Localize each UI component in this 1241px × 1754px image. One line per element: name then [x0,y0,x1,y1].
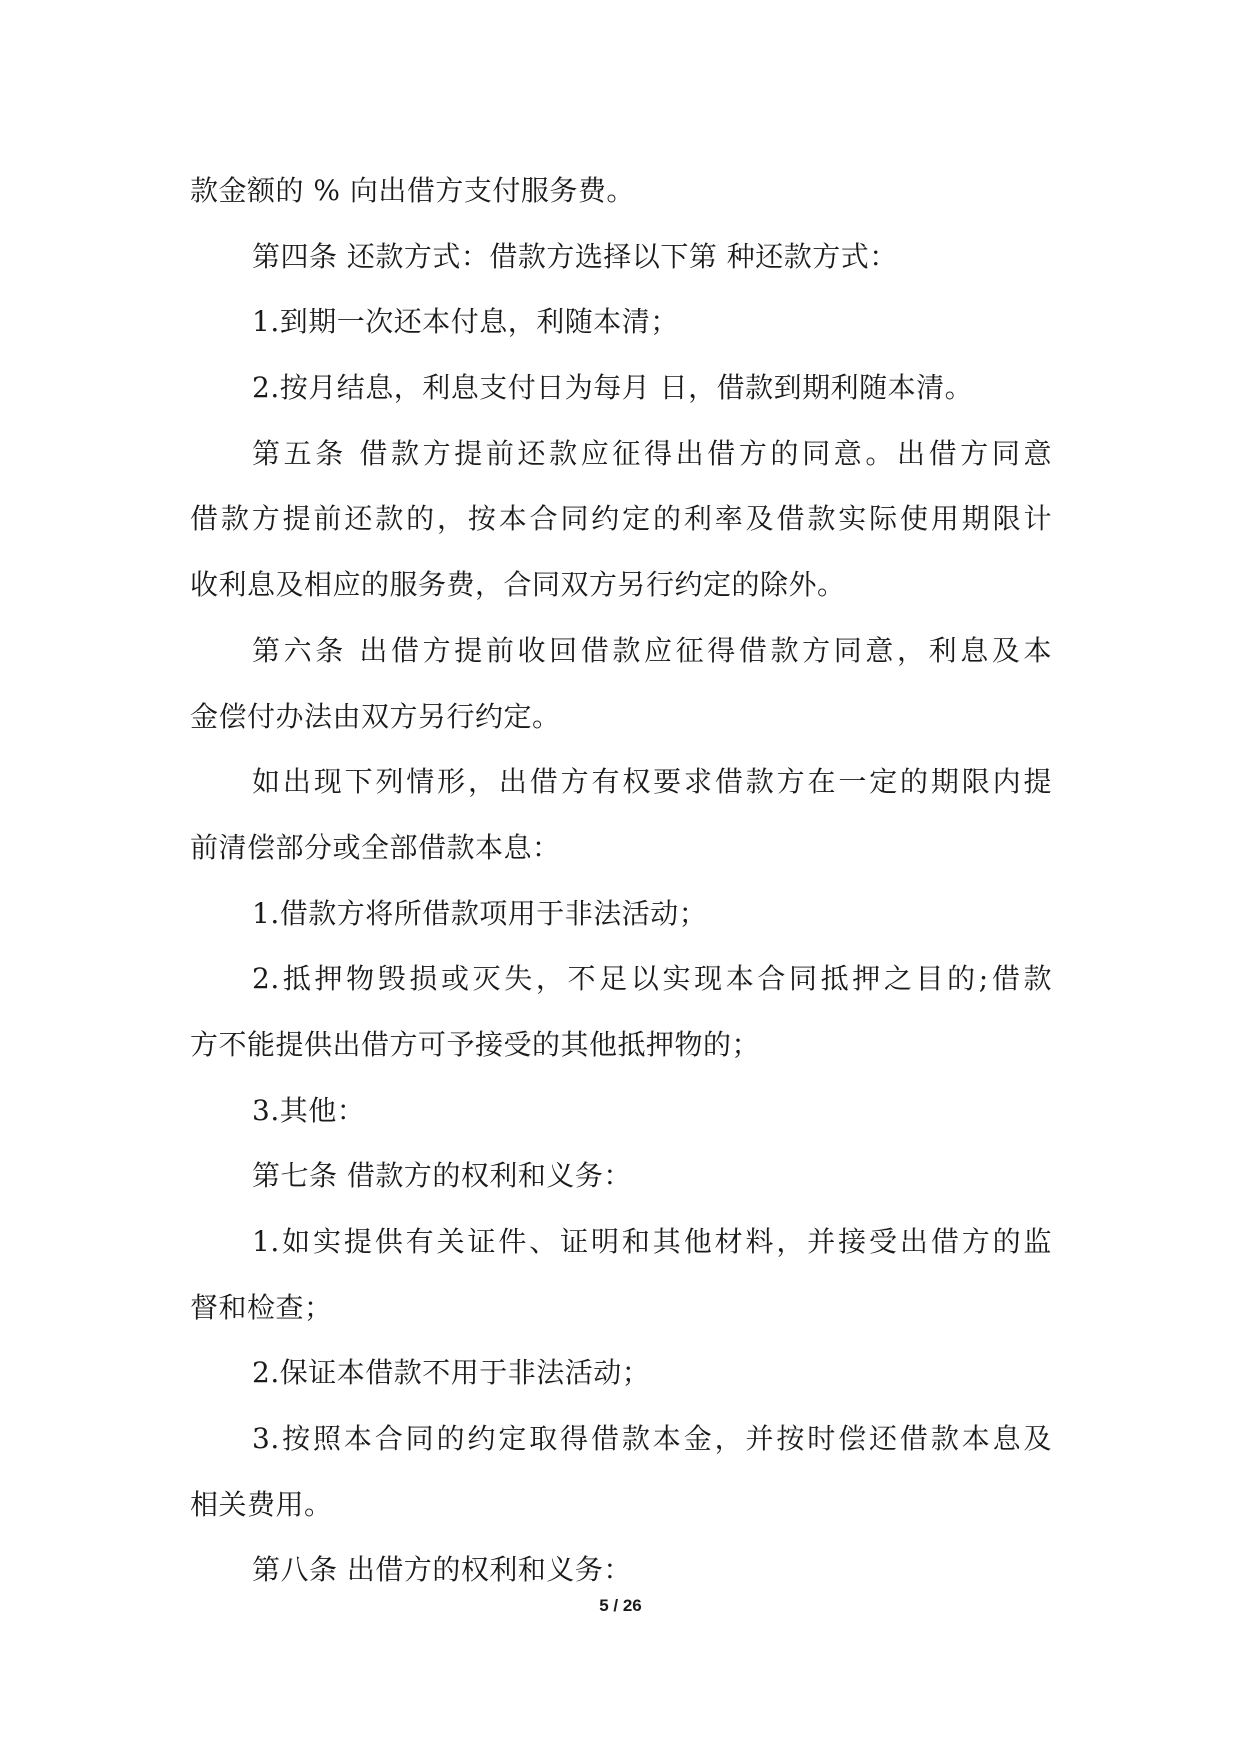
text-line: 方不能提供出借方可予接受的其他抵押物的； [190,1027,761,1061]
list-item: 2.按月结息，利息支付日为每月 日，借款到期利随本清。 [252,371,974,405]
text-line: 前清偿部分或全部借款本息： [190,830,561,864]
clause-7-heading: 第七条 借款方的权利和义务： [252,1159,632,1193]
text-line: 借款方提前还款的，按本合同约定的利率及借款实际使用期限计 [190,502,1052,536]
list-item: 2.保证本借款不用于非法活动； [252,1356,651,1390]
text-line: 款金额的 % 向出借方支付服务费。 [190,174,635,207]
list-item: 1.借款方将所借款项用于非法活动； [252,896,708,930]
list-item: 1.到期一次还本付息，利随本清； [252,305,679,339]
list-item: 3.按照本合同的约定取得借款本金，并按时偿还借款本息及 [252,1422,1052,1456]
text-line: 相关费用。 [190,1487,333,1521]
text-line: 督和检查； [190,1290,333,1324]
text-line: 如出现下列情形，出借方有权要求借款方在一定的期限内提 [252,765,1052,799]
clause-4-heading: 第四条 还款方式：借款方选择以下第 种还款方式： [252,239,898,273]
clause-8-heading: 第八条 出借方的权利和义务： [252,1553,632,1587]
text-line: 金偿付办法由双方另行约定。 [190,699,561,733]
list-item: 2.抵押物毁损或灭失，不足以实现本合同抵押之目的;借款 [252,962,1052,996]
text-line: 收利息及相应的服务费，合同双方另行约定的除外。 [190,568,846,602]
page-number: 5 / 26 [599,1596,642,1615]
clause-5-heading: 第五条 借款方提前还款应征得出借方的同意。出借方同意 [252,436,1052,470]
contract-body-text [190,158,1052,1603]
clause-6-heading: 第六条 出借方提前收回借款应征得借款方同意，利息及本 [252,633,1052,667]
list-item: 1.如实提供有关证件、证明和其他材料，并接受出借方的监 [252,1225,1052,1258]
list-item: 3.其他： [252,1093,366,1127]
